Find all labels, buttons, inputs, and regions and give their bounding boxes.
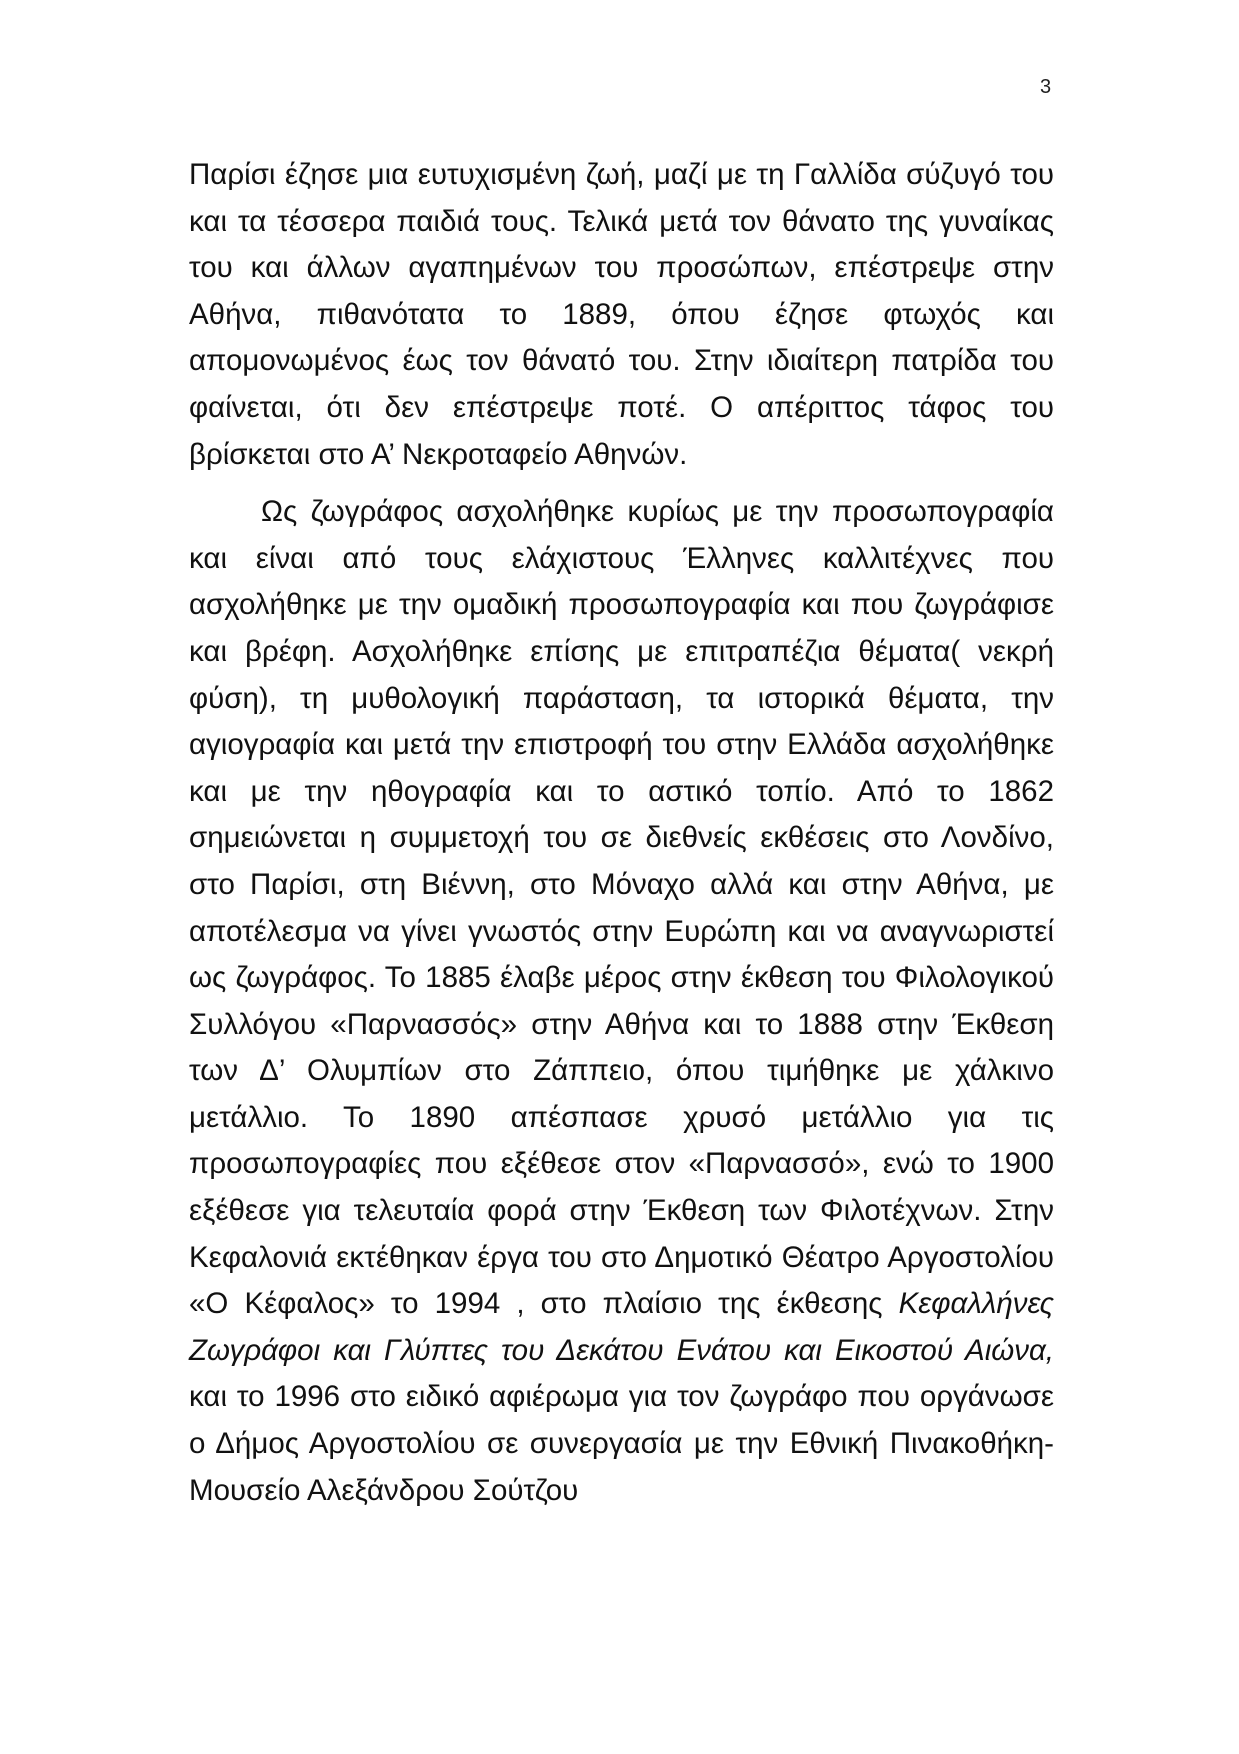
page-number: 3 xyxy=(1040,76,1052,98)
exhibition-title: Κεφαλλήνες Ζωγράφοι και Γλύπτες του Δεκάτου Ενάτου και Εικοστού Αιώνα, xyxy=(189,1287,1054,1367)
paragraph: Παρίσι έζησε μια ευτυχισμένη ζωή, μαζί με τη Γαλλίδα σύζυγό του και τα τέσσερα παιδιά τους. Τελικά μετά τον θάνατο της γυναίκας του και άλλων αγαπημένων του προσώπων, επέστρεψε στην Αθήνα, πιθανότατα το 1889, όπου έζησε φτωχός και απομονωμένος έως τον θάνατό του. Στην ιδιαίτερη πατρίδα του φαίνεται, ότι δεν επέστρεψε ποτέ. Ο απέριττος τάφος του βρίσκεται στο Α’ Νεκροταφείο Αθηνών. xyxy=(189,158,1054,471)
document-body xyxy=(189,152,1054,1514)
paragraph xyxy=(189,489,1054,1514)
paragraph-text: Ως ζωγράφος ασχολήθηκε κυρίως με την προσωπογραφία και είναι από τους ελάχιστους Έλληνες καλλιτέχνες που ασχολήθηκε με την ομαδική προσωπογραφία και που ζωγράφισε και βρέφη. Ασχολήθηκε επίσης με επιτραπέζια θέματα( νεκρή φύση), τη μυθολογική παράσταση, τα ιστορικά θέματα, την αγιογραφία και μετά την επιστροφή του στην Ελλάδα ασχολήθηκε και με την ηθογραφία και το αστικό τοπίο. Από το 1862 σημειώνεται η συμμετοχή του σε διεθνείς εκθέσεις στο Λονδίνο, στο Παρίσι, στη Βιέννη, στο Μόναχο αλλά και στην Αθήνα, με αποτέλεσμα να γίνει γνωστός στην Ευρώπη και να αναγνωριστεί ως ζωγράφος. Το 1885 έλαβε μέρος στην έκθεση του Φιλολογικού Συλλόγου «Παρνασσός» στην Αθήνα και το 1888 στην Έκθεση των Δ’ Ολυμπίων στο Ζάππειο, όπου τιμήθηκε με χάλκινο μετάλλιο. Το 1890 απέσπασε χρυσό μετάλλιο για τις προσωπογραφίες που εξέθεσε στον «Παρνασσό», ενώ το 1900 εξέθεσε για τελευταία φορά στην Έκθεση των Φιλοτέχνων. Στην Κεφαλονιά εκτέθηκαν έργα του στο Δημοτικό Θέατρο Αργοστολίου «Ο Κέφαλος» το 1994 , στο πλαίσιο της έκθεσης xyxy=(189,495,1054,1321)
paragraph-text: και το 1996 στο ειδικό αφιέρωμα για τον ζωγράφο που οργάνωσε ο Δήμος Αργοστολίου σε συνεργασία με την Εθνική Πινακοθήκη-Μουσείο Αλεξάνδρου Σούτζου xyxy=(189,1380,1054,1507)
